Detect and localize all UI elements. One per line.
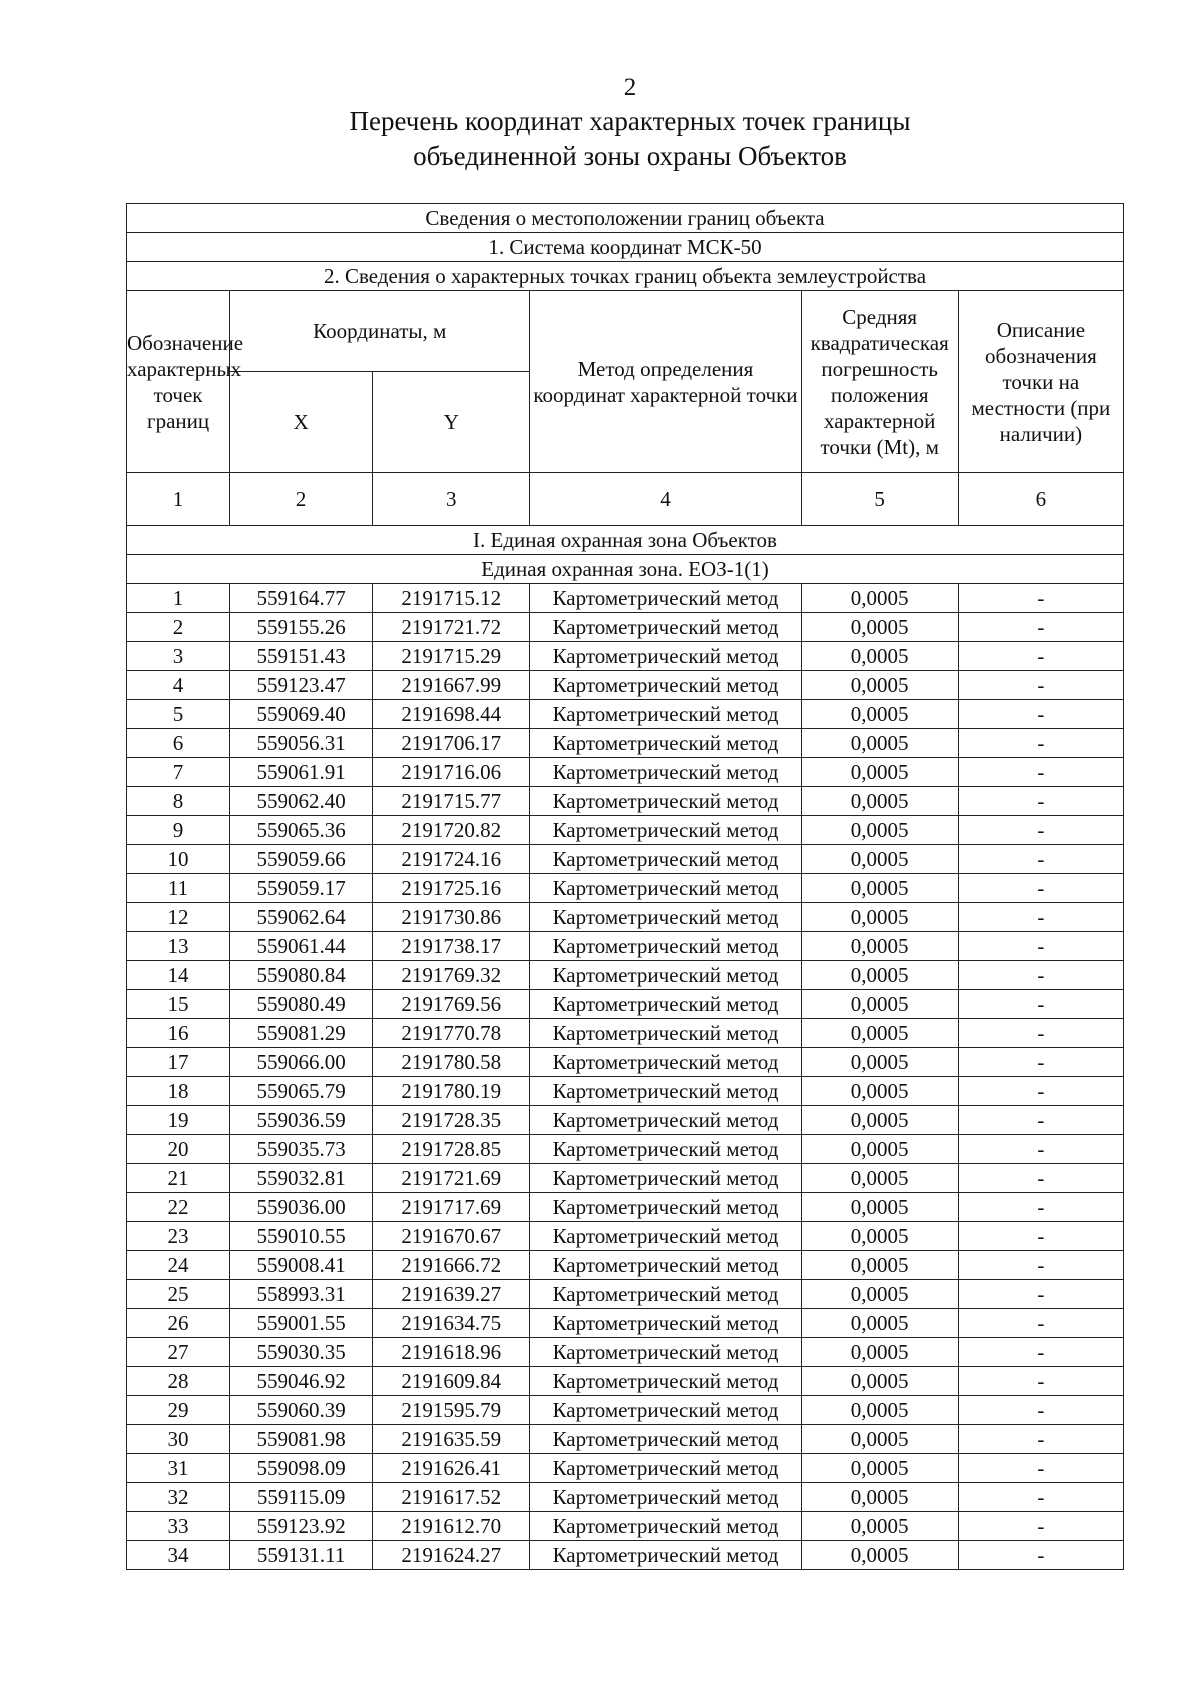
method-cell: Картометрический метод — [530, 1425, 801, 1454]
y-coordinate: 2191624.27 — [373, 1541, 530, 1570]
table-row — [127, 1164, 1124, 1193]
point-number: 5 — [127, 700, 230, 729]
table-row — [127, 1512, 1124, 1541]
method-cell: Картометрический метод — [530, 1193, 801, 1222]
x-coordinate: 559001.55 — [230, 1309, 373, 1338]
table-row — [127, 961, 1124, 990]
error-cell: 0,0005 — [801, 787, 958, 816]
header-coordinates: Координаты, м — [230, 291, 530, 372]
method-cell: Картометрический метод — [530, 1454, 801, 1483]
y-coordinate: 2191769.32 — [373, 961, 530, 990]
document-title — [0, 104, 1200, 174]
table-row — [127, 874, 1124, 903]
x-coordinate: 559080.49 — [230, 990, 373, 1019]
point-number: 14 — [127, 961, 230, 990]
y-coordinate: 2191635.59 — [373, 1425, 530, 1454]
point-number: 13 — [127, 932, 230, 961]
table-row — [127, 700, 1124, 729]
description-cell: - — [958, 584, 1123, 613]
x-coordinate: 559010.55 — [230, 1222, 373, 1251]
table-row — [127, 584, 1124, 613]
error-cell: 0,0005 — [801, 1164, 958, 1193]
error-cell: 0,0005 — [801, 1019, 958, 1048]
point-number: 11 — [127, 874, 230, 903]
point-number: 30 — [127, 1425, 230, 1454]
x-coordinate: 559059.66 — [230, 845, 373, 874]
point-number: 3 — [127, 642, 230, 671]
point-number: 1 — [127, 584, 230, 613]
description-cell: - — [958, 1280, 1123, 1309]
x-coordinate: 559131.11 — [230, 1541, 373, 1570]
method-cell: Картометрический метод — [530, 642, 801, 671]
x-coordinate: 559061.44 — [230, 932, 373, 961]
description-cell: - — [958, 874, 1123, 903]
method-cell: Картометрический метод — [530, 816, 801, 845]
x-coordinate: 559008.41 — [230, 1251, 373, 1280]
error-cell: 0,0005 — [801, 584, 958, 613]
description-cell: - — [958, 903, 1123, 932]
y-coordinate: 2191780.19 — [373, 1077, 530, 1106]
x-coordinate: 559081.29 — [230, 1019, 373, 1048]
point-number: 20 — [127, 1135, 230, 1164]
header-description: Описание обозначения точки на местности (при наличии) — [958, 291, 1123, 473]
description-cell: - — [958, 1106, 1123, 1135]
point-number: 32 — [127, 1483, 230, 1512]
y-coordinate: 2191626.41 — [373, 1454, 530, 1483]
method-cell: Картометрический метод — [530, 729, 801, 758]
zone-name: Единая охранная зона. ЕОЗ-1(1) — [127, 555, 1124, 584]
x-coordinate: 559059.17 — [230, 874, 373, 903]
y-coordinate: 2191617.52 — [373, 1483, 530, 1512]
y-coordinate: 2191717.69 — [373, 1193, 530, 1222]
description-cell: - — [958, 1512, 1123, 1541]
y-coordinate: 2191698.44 — [373, 700, 530, 729]
method-cell: Картометрический метод — [530, 845, 801, 874]
table-row — [127, 671, 1124, 700]
point-number: 33 — [127, 1512, 230, 1541]
x-coordinate: 559155.26 — [230, 613, 373, 642]
y-coordinate: 2191609.84 — [373, 1367, 530, 1396]
table-row — [127, 1541, 1124, 1570]
table-row — [127, 1309, 1124, 1338]
error-cell: 0,0005 — [801, 1193, 958, 1222]
description-cell: - — [958, 1541, 1123, 1570]
point-number: 23 — [127, 1222, 230, 1251]
method-cell: Картометрический метод — [530, 961, 801, 990]
point-number: 18 — [127, 1077, 230, 1106]
title-line-2: объединенной зоны охраны Объектов — [413, 141, 847, 171]
description-cell: - — [958, 1193, 1123, 1222]
y-coordinate: 2191634.75 — [373, 1309, 530, 1338]
method-cell: Картометрический метод — [530, 1541, 801, 1570]
description-cell: - — [958, 1454, 1123, 1483]
description-cell: - — [958, 613, 1123, 642]
header-y: Y — [373, 372, 530, 473]
y-coordinate: 2191730.86 — [373, 903, 530, 932]
x-coordinate: 559062.40 — [230, 787, 373, 816]
x-coordinate: 559151.43 — [230, 642, 373, 671]
y-coordinate: 2191716.06 — [373, 758, 530, 787]
point-number: 27 — [127, 1338, 230, 1367]
method-cell: Картометрический метод — [530, 1338, 801, 1367]
point-number: 21 — [127, 1164, 230, 1193]
y-coordinate: 2191639.27 — [373, 1280, 530, 1309]
y-coordinate: 2191670.67 — [373, 1222, 530, 1251]
x-coordinate: 559065.36 — [230, 816, 373, 845]
coord-system: 1. Система координат МСК-50 — [127, 233, 1124, 262]
method-cell: Картометрический метод — [530, 1309, 801, 1338]
description-cell: - — [958, 1251, 1123, 1280]
table-row — [127, 1106, 1124, 1135]
error-cell: 0,0005 — [801, 1251, 958, 1280]
point-number: 25 — [127, 1280, 230, 1309]
y-coordinate: 2191595.79 — [373, 1396, 530, 1425]
y-coordinate: 2191724.16 — [373, 845, 530, 874]
error-cell: 0,0005 — [801, 1541, 958, 1570]
table-row — [127, 758, 1124, 787]
error-cell: 0,0005 — [801, 642, 958, 671]
error-cell: 0,0005 — [801, 1135, 958, 1164]
description-cell: - — [958, 845, 1123, 874]
y-coordinate: 2191780.58 — [373, 1048, 530, 1077]
error-cell: 0,0005 — [801, 1512, 958, 1541]
column-number: 2 — [230, 473, 373, 526]
method-cell: Картометрический метод — [530, 671, 801, 700]
table-row — [127, 990, 1124, 1019]
method-cell: Картометрический метод — [530, 1280, 801, 1309]
table-row — [127, 1077, 1124, 1106]
x-coordinate: 559069.40 — [230, 700, 373, 729]
method-cell: Картометрический метод — [530, 1135, 801, 1164]
x-coordinate: 559056.31 — [230, 729, 373, 758]
description-cell: - — [958, 1048, 1123, 1077]
error-cell: 0,0005 — [801, 1309, 958, 1338]
error-cell: 0,0005 — [801, 613, 958, 642]
point-number: 7 — [127, 758, 230, 787]
column-number: 3 — [373, 473, 530, 526]
x-coordinate: 559061.91 — [230, 758, 373, 787]
error-cell: 0,0005 — [801, 990, 958, 1019]
table-row — [127, 1396, 1124, 1425]
table-row — [127, 1048, 1124, 1077]
x-coordinate: 559164.77 — [230, 584, 373, 613]
table-row — [127, 1338, 1124, 1367]
description-cell: - — [958, 932, 1123, 961]
y-coordinate: 2191618.96 — [373, 1338, 530, 1367]
description-cell: - — [958, 990, 1123, 1019]
point-number: 34 — [127, 1541, 230, 1570]
description-cell: - — [958, 700, 1123, 729]
method-cell: Картометрический метод — [530, 1048, 801, 1077]
method-cell: Картометрический метод — [530, 787, 801, 816]
description-cell: - — [958, 671, 1123, 700]
table-row — [127, 1019, 1124, 1048]
x-coordinate: 559030.35 — [230, 1338, 373, 1367]
table-row — [127, 1367, 1124, 1396]
x-coordinate: 559036.00 — [230, 1193, 373, 1222]
x-coordinate: 559123.92 — [230, 1512, 373, 1541]
description-cell: - — [958, 1222, 1123, 1251]
table-row — [127, 1280, 1124, 1309]
y-coordinate: 2191721.69 — [373, 1164, 530, 1193]
description-cell: - — [958, 961, 1123, 990]
points-title: 2. Сведения о характерных точках границ объекта землеустройства — [127, 262, 1124, 291]
method-cell: Картометрический метод — [530, 1483, 801, 1512]
y-coordinate: 2191715.29 — [373, 642, 530, 671]
description-cell: - — [958, 1396, 1123, 1425]
y-coordinate: 2191728.85 — [373, 1135, 530, 1164]
x-coordinate: 559032.81 — [230, 1164, 373, 1193]
table-row — [127, 1251, 1124, 1280]
y-coordinate: 2191667.99 — [373, 671, 530, 700]
description-cell: - — [958, 1483, 1123, 1512]
y-coordinate: 2191706.17 — [373, 729, 530, 758]
point-number: 10 — [127, 845, 230, 874]
section-title: Сведения о местоположении границ объекта — [127, 204, 1124, 233]
method-cell: Картометрический метод — [530, 1396, 801, 1425]
error-cell: 0,0005 — [801, 845, 958, 874]
column-number: 4 — [530, 473, 801, 526]
x-coordinate: 559036.59 — [230, 1106, 373, 1135]
description-cell: - — [958, 1019, 1123, 1048]
point-number: 4 — [127, 671, 230, 700]
column-number: 6 — [958, 473, 1123, 526]
description-cell: - — [958, 1077, 1123, 1106]
header-x: X — [230, 372, 373, 473]
table-row — [127, 1193, 1124, 1222]
table-row — [127, 903, 1124, 932]
y-coordinate: 2191738.17 — [373, 932, 530, 961]
point-number: 24 — [127, 1251, 230, 1280]
error-cell: 0,0005 — [801, 961, 958, 990]
description-cell: - — [958, 1425, 1123, 1454]
point-number: 6 — [127, 729, 230, 758]
method-cell: Картометрический метод — [530, 1106, 801, 1135]
x-coordinate: 559115.09 — [230, 1483, 373, 1512]
error-cell: 0,0005 — [801, 671, 958, 700]
description-cell: - — [958, 1164, 1123, 1193]
description-cell: - — [958, 642, 1123, 671]
description-cell: - — [958, 1367, 1123, 1396]
error-cell: 0,0005 — [801, 1454, 958, 1483]
error-cell: 0,0005 — [801, 874, 958, 903]
method-cell: Картометрический метод — [530, 1367, 801, 1396]
point-number: 19 — [127, 1106, 230, 1135]
method-cell: Картометрический метод — [530, 932, 801, 961]
x-coordinate: 559065.79 — [230, 1077, 373, 1106]
x-coordinate: 559080.84 — [230, 961, 373, 990]
point-number: 28 — [127, 1367, 230, 1396]
y-coordinate: 2191770.78 — [373, 1019, 530, 1048]
point-number: 8 — [127, 787, 230, 816]
error-cell: 0,0005 — [801, 1396, 958, 1425]
table-row — [127, 642, 1124, 671]
page-number: 2 — [623, 74, 637, 101]
error-cell: 0,0005 — [801, 1425, 958, 1454]
description-cell: - — [958, 1309, 1123, 1338]
error-cell: 0,0005 — [801, 1048, 958, 1077]
y-coordinate: 2191666.72 — [373, 1251, 530, 1280]
method-cell: Картометрический метод — [530, 903, 801, 932]
table-row — [127, 1135, 1124, 1164]
description-cell: - — [958, 758, 1123, 787]
error-cell: 0,0005 — [801, 932, 958, 961]
table-row — [127, 816, 1124, 845]
y-coordinate: 2191728.35 — [373, 1106, 530, 1135]
error-cell: 0,0005 — [801, 1483, 958, 1512]
x-coordinate: 558993.31 — [230, 1280, 373, 1309]
table-row — [127, 1222, 1124, 1251]
y-coordinate: 2191612.70 — [373, 1512, 530, 1541]
description-cell: - — [958, 729, 1123, 758]
table-row — [127, 932, 1124, 961]
point-number: 26 — [127, 1309, 230, 1338]
point-number: 22 — [127, 1193, 230, 1222]
error-cell: 0,0005 — [801, 816, 958, 845]
point-number: 12 — [127, 903, 230, 932]
title-line-1: Перечень координат характерных точек границы — [349, 106, 911, 136]
error-cell: 0,0005 — [801, 758, 958, 787]
table-row — [127, 1483, 1124, 1512]
point-number: 9 — [127, 816, 230, 845]
y-coordinate: 2191720.82 — [373, 816, 530, 845]
x-coordinate: 559062.64 — [230, 903, 373, 932]
table-row — [127, 1454, 1124, 1483]
method-cell: Картометрический метод — [530, 700, 801, 729]
method-cell: Картометрический метод — [530, 1512, 801, 1541]
x-coordinate: 559035.73 — [230, 1135, 373, 1164]
error-cell: 0,0005 — [801, 1338, 958, 1367]
x-coordinate: 559098.09 — [230, 1454, 373, 1483]
table-row — [127, 729, 1124, 758]
error-cell: 0,0005 — [801, 1222, 958, 1251]
point-number: 16 — [127, 1019, 230, 1048]
column-number: 1 — [127, 473, 230, 526]
table-row — [127, 613, 1124, 642]
method-cell: Картометрический метод — [530, 1222, 801, 1251]
method-cell: Картометрический метод — [530, 613, 801, 642]
x-coordinate: 559060.39 — [230, 1396, 373, 1425]
header-point-designation: Обозначение характерных точек границ — [127, 291, 230, 473]
method-cell: Картометрический метод — [530, 990, 801, 1019]
method-cell: Картометрический метод — [530, 1077, 801, 1106]
x-coordinate: 559066.00 — [230, 1048, 373, 1077]
error-cell: 0,0005 — [801, 1077, 958, 1106]
error-cell: 0,0005 — [801, 903, 958, 932]
header-method: Метод определения координат характерной точки — [530, 291, 801, 473]
y-coordinate: 2191769.56 — [373, 990, 530, 1019]
column-number: 5 — [801, 473, 958, 526]
method-cell: Картометрический метод — [530, 874, 801, 903]
point-number: 31 — [127, 1454, 230, 1483]
description-cell: - — [958, 816, 1123, 845]
error-cell: 0,0005 — [801, 729, 958, 758]
table-row — [127, 1425, 1124, 1454]
y-coordinate: 2191721.72 — [373, 613, 530, 642]
table-row — [127, 787, 1124, 816]
method-cell: Картометрический метод — [530, 584, 801, 613]
method-cell: Картометрический метод — [530, 1019, 801, 1048]
y-coordinate: 2191725.16 — [373, 874, 530, 903]
error-cell: 0,0005 — [801, 1280, 958, 1309]
point-number: 29 — [127, 1396, 230, 1425]
point-number: 2 — [127, 613, 230, 642]
zone-group: I. Единая охранная зона Объектов — [127, 526, 1124, 555]
y-coordinate: 2191715.77 — [373, 787, 530, 816]
point-number: 15 — [127, 990, 230, 1019]
error-cell: 0,0005 — [801, 1367, 958, 1396]
method-cell: Картометрический метод — [530, 758, 801, 787]
method-cell: Картометрический метод — [530, 1251, 801, 1280]
point-number: 17 — [127, 1048, 230, 1077]
description-cell: - — [958, 787, 1123, 816]
error-cell: 0,0005 — [801, 1106, 958, 1135]
table-row — [127, 845, 1124, 874]
description-cell: - — [958, 1135, 1123, 1164]
description-cell: - — [958, 1338, 1123, 1367]
error-cell: 0,0005 — [801, 700, 958, 729]
y-coordinate: 2191715.12 — [373, 584, 530, 613]
x-coordinate: 559081.98 — [230, 1425, 373, 1454]
header-error: Средняя квадратическая погрешность положения характерной точки (Mt), м — [801, 291, 958, 473]
coordinates-table — [126, 203, 1124, 1570]
method-cell: Картометрический метод — [530, 1164, 801, 1193]
x-coordinate: 559123.47 — [230, 671, 373, 700]
x-coordinate: 559046.92 — [230, 1367, 373, 1396]
